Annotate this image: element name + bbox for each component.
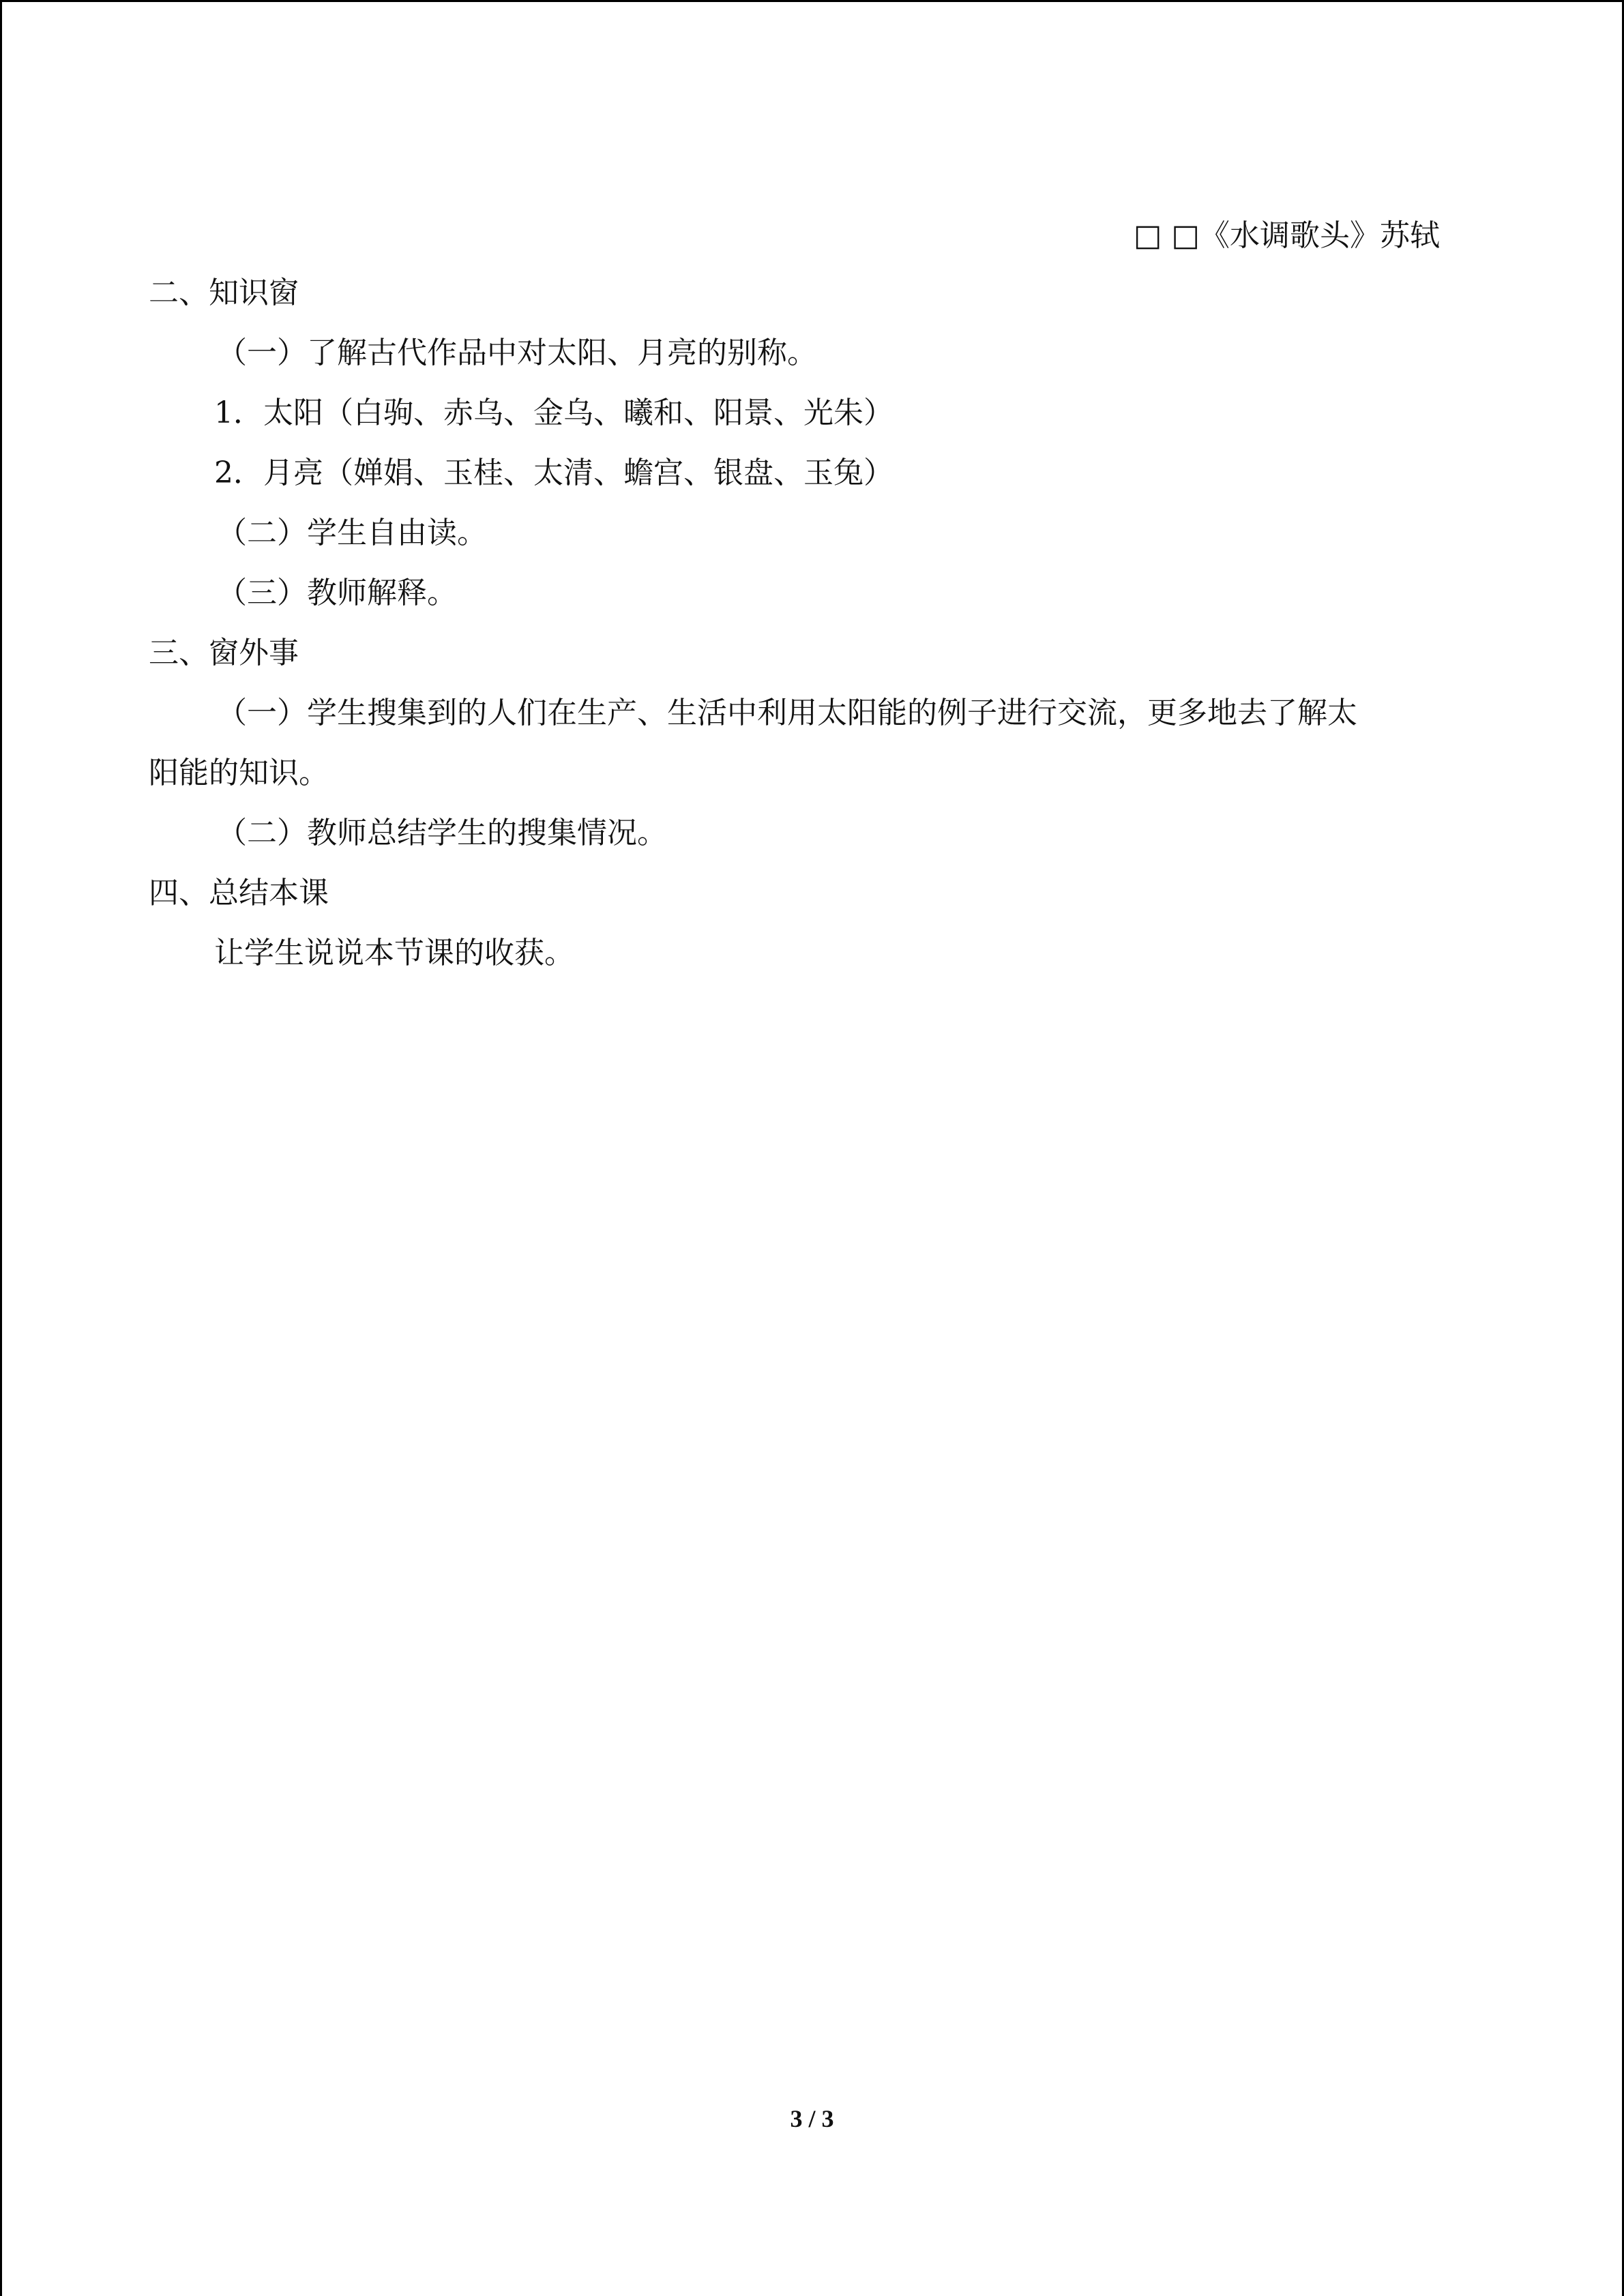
paragraph-students-share: 让学生说说本节课的收获。: [214, 936, 574, 970]
page-border-left: [0, 0, 2, 2296]
paragraph-ancient-names: （一）了解古代作品中对太阳、月亮的别称。: [217, 336, 817, 370]
page-border-top: [0, 0, 1624, 2]
document-title: □ □《水调歌头》苏轼: [1133, 218, 1440, 253]
paragraph-free-reading: （二）学生自由读。: [217, 516, 487, 550]
section-heading-knowledge-window: 二、知识窗: [149, 275, 299, 310]
paragraph-teacher-summary: （二）教师总结学生的搜集情况。: [217, 816, 667, 850]
section-heading-outside-window: 三、窗外事: [149, 636, 299, 670]
page-number: 3 / 3: [790, 2105, 834, 2132]
paragraph-solar-energy-line-1: （一）学生搜集到的人们在生产、生活中利用太阳能的例子进行交流，更多地去了解太: [217, 696, 1357, 730]
list-item-sun: 1．太阳（白驹、赤乌、金乌、曦和、阳景、光朱）: [214, 396, 894, 430]
paragraph-solar-energy-line-2: 阳能的知识。: [149, 756, 329, 790]
paragraph-teacher-explains: （三）教师解释。: [217, 576, 457, 610]
list-item-moon: 2．月亮（婵娟、玉桂、太清、蟾宫、银盘、玉兔）: [214, 456, 894, 490]
section-heading-summary: 四、总结本课: [149, 876, 329, 910]
